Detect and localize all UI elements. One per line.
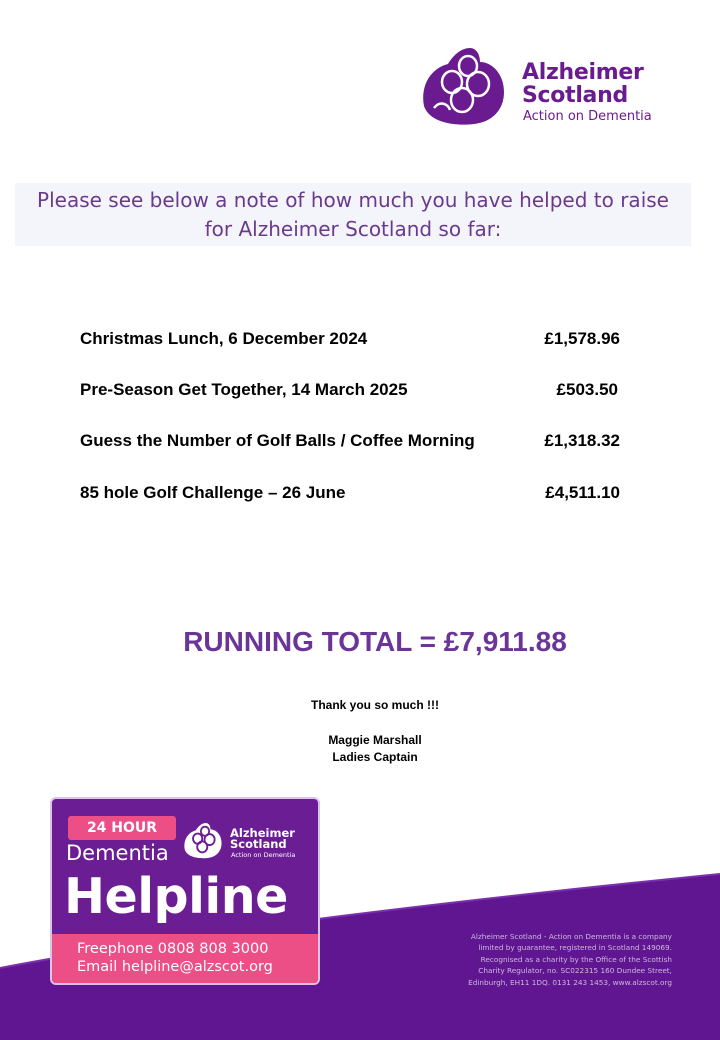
donation-row [80,329,620,353]
people-icon [418,44,518,126]
helpline-card [50,797,320,985]
donation-amount: £1,578.96 [544,329,620,348]
donation-row [80,431,620,455]
brand-tagline: Action on Dementia [523,109,652,124]
brand-name-line2: Scotland [522,83,628,108]
donation-amount: £1,318.32 [544,431,620,450]
intro-line2: for Alzheimer Scotland so far: [204,217,502,241]
donation-label: Pre-Season Get Together, 14 March 2025 [80,380,408,399]
card-logo [182,819,317,861]
people-icon [182,819,228,861]
signatory-role: Ladies Captain [332,750,418,764]
charity-line: limited by guarantee, registered in Scotland 149069. [478,943,672,953]
thank-you-text: Thank you so much !!! [310,698,439,712]
helpline-phone[interactable]: Freephone 0808 808 3000 [77,941,269,957]
donation-amount: £503.50 [556,380,618,399]
helpline-email[interactable]: Email helpline@alzscot.org [77,959,273,975]
donation-label: Guess the Number of Golf Balls / Coffee Morning [80,431,475,450]
card-logo-tagline: Action on Dementia [231,851,296,859]
alzheimer-scotland-logo [418,44,688,128]
running-total: RUNNING TOTAL = £7,911.88 [183,626,567,657]
card-logo-line1: Alzheimer [230,826,295,840]
charity-line: Recognised as a charity by the Office of the Scottish [480,954,672,964]
contact-strip [52,934,320,985]
card-logo-line2: Scotland [230,837,287,851]
charity-notice [430,931,672,988]
charity-line: Alzheimer Scotland - Action on Dementia is a company [470,932,672,941]
donation-row [80,483,620,507]
charity-line: Charity Regulator, no. SC022315 160 Dundee Street, [478,966,672,976]
signatory-name: Maggie Marshall [328,733,422,747]
24-hour-badge: 24 HOUR [68,816,176,840]
donation-amount: £4,511.10 [545,483,620,502]
charity-line: Edinburgh, EH11 1DQ. 0131 243 1453, www.alzscot.org [468,977,672,987]
donation-label: Christmas Lunch, 6 December 2024 [80,329,368,348]
donation-label: 85 hole Golf Challenge – 26 June [80,483,346,502]
intro-box [15,183,691,246]
dementia-label: Dementia [66,841,169,865]
donation-row [80,380,620,404]
helpline-title: Helpline [64,868,288,925]
intro-line1: Please see below a note of how much you have helped to raise [37,188,669,212]
brand-name-line1: Alzheimer [522,60,644,85]
